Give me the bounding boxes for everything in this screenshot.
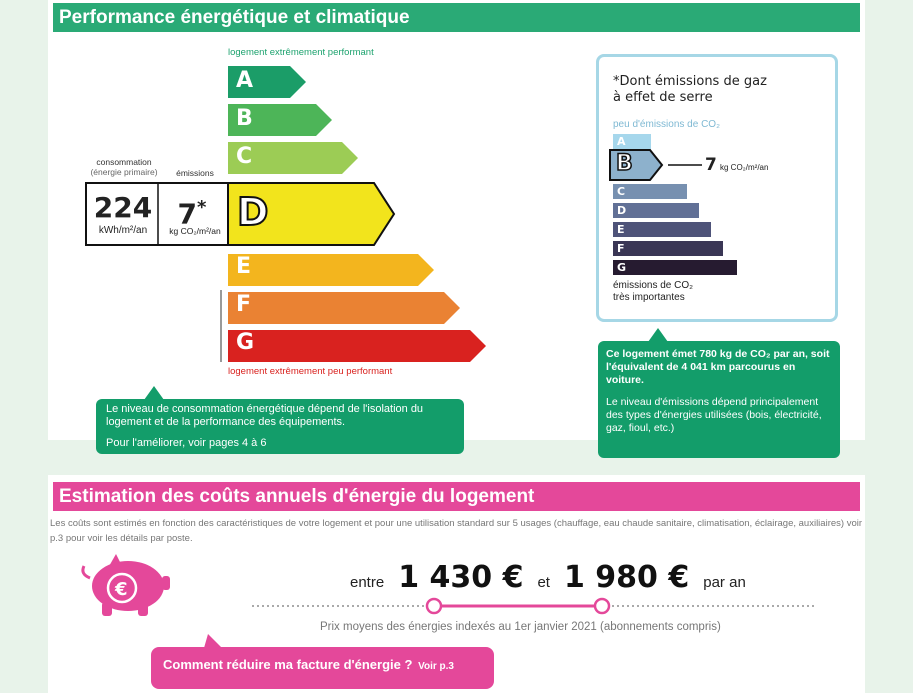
ghg-class-d: D [613,203,699,218]
ghg-bubble-text-1: Ce logement émet 780 kg de CO₂ par an, soit l'équivalent de 4 041 km parcourus en voiture. [606,348,830,386]
costs-section-title: Estimation des coûts annuels d'énergie du logement [53,482,860,511]
cost-et: et [537,574,550,591]
class-g-bar [228,330,486,362]
ghg-class-e: E [613,222,711,237]
ghg-bottom-label-2: très importantes [613,292,685,303]
reduce-bill-ref: Voir p.3 [418,661,454,672]
svg-text:€: € [115,579,128,600]
cost-range-scale [250,596,820,616]
cost-low: 1 430 € [398,560,524,595]
energy-bubble-text-1: Le niveau de consommation énergétique dépend de l'isolation du logement et de la performance des équipements. [106,403,424,428]
ghg-class-a: A [613,134,651,149]
piggy-bank-euro-icon [78,552,172,618]
class-g-letter: G [236,330,255,355]
class-f-letter: F [236,292,252,317]
current-class-letter: D [237,190,269,234]
ghg-top-label: peu d'émissions de CO₂ [613,119,720,130]
prices-note: Prix moyens des énergies indexés au 1er janvier 2021 (abonnements compris) [320,621,721,633]
ghg-note-line-1: *Dont émissions de gaz [613,74,767,89]
class-e-letter: E [236,254,252,279]
ghg-box [596,54,838,322]
consumption-value: 224 [93,191,153,224]
energy-bottom-label: logement extrêmement peu performant [228,366,393,377]
ghg-note-line-2: à effet de serre [613,90,713,105]
ghg-class-g: G [613,260,737,275]
ghg-note [613,74,767,106]
cost-per-year: par an [703,574,746,591]
ghg-bottom-label [613,280,693,304]
emissions-star: * [197,197,207,218]
reduce-bill-button[interactable] [151,647,494,689]
consumption-label-2: (énergie primaire) [90,167,158,177]
energy-bubble-text-2: Pour l'améliorer, voir pages 4 à 6 [106,437,267,449]
ghg-class-c: C [613,184,687,199]
cost-high: 1 980 € [563,560,690,595]
emissions-label: émissions [176,168,214,178]
consumption-label-1: consommation [96,157,152,167]
ghg-current-class-letter: B [616,151,633,176]
bracket-line [220,290,222,362]
cost-entre: entre [350,574,385,591]
energy-section-title: Performance énergétique et climatique [53,3,860,32]
ghg-info-bubble [598,341,840,458]
class-e-bar [228,254,434,286]
class-b-letter: B [236,106,253,131]
emissions-value-wrap [160,193,224,229]
emissions-value: 7 [177,197,198,231]
class-f-bar [228,292,460,324]
ghg-bubble-text-2: Le niveau d'émissions dépend principalement des types d'énergies utilisées (bois, électricité, gaz, fioul, etc.) [606,396,822,434]
class-a-letter: A [236,68,254,93]
consumption-label [86,157,162,177]
reduce-bill-label: Comment réduire ma facture d'énergie ? [163,657,413,672]
energy-top-label: logement extrêmement performant [228,47,374,58]
costs-intro: Les coûts sont estimés en fonction des caractéristiques de votre logement et pour une utilisation standard sur 5 usages (chauffage, eau chaude sanitaire, climatisation, éclairage, auxiliaires) voir p.3 pour voir les détails par poste. [50,518,862,544]
ghg-value: 7 [705,155,717,175]
bubble-pointer-left [144,386,164,400]
bubble-pointer-right [648,328,668,342]
ghg-class-f: F [613,241,723,256]
energy-info-bubble [96,399,464,454]
cost-range [350,560,746,600]
class-c-letter: C [236,144,253,169]
ghg-bottom-label-1: émissions de CO₂ [613,280,694,291]
consumption-unit: kWh/m²/an [98,225,148,236]
button-pointer [204,634,222,648]
emissions-unit: kg CO₂/m²/an [169,226,221,236]
ghg-unit: kg CO₂/m²/an [720,163,769,172]
